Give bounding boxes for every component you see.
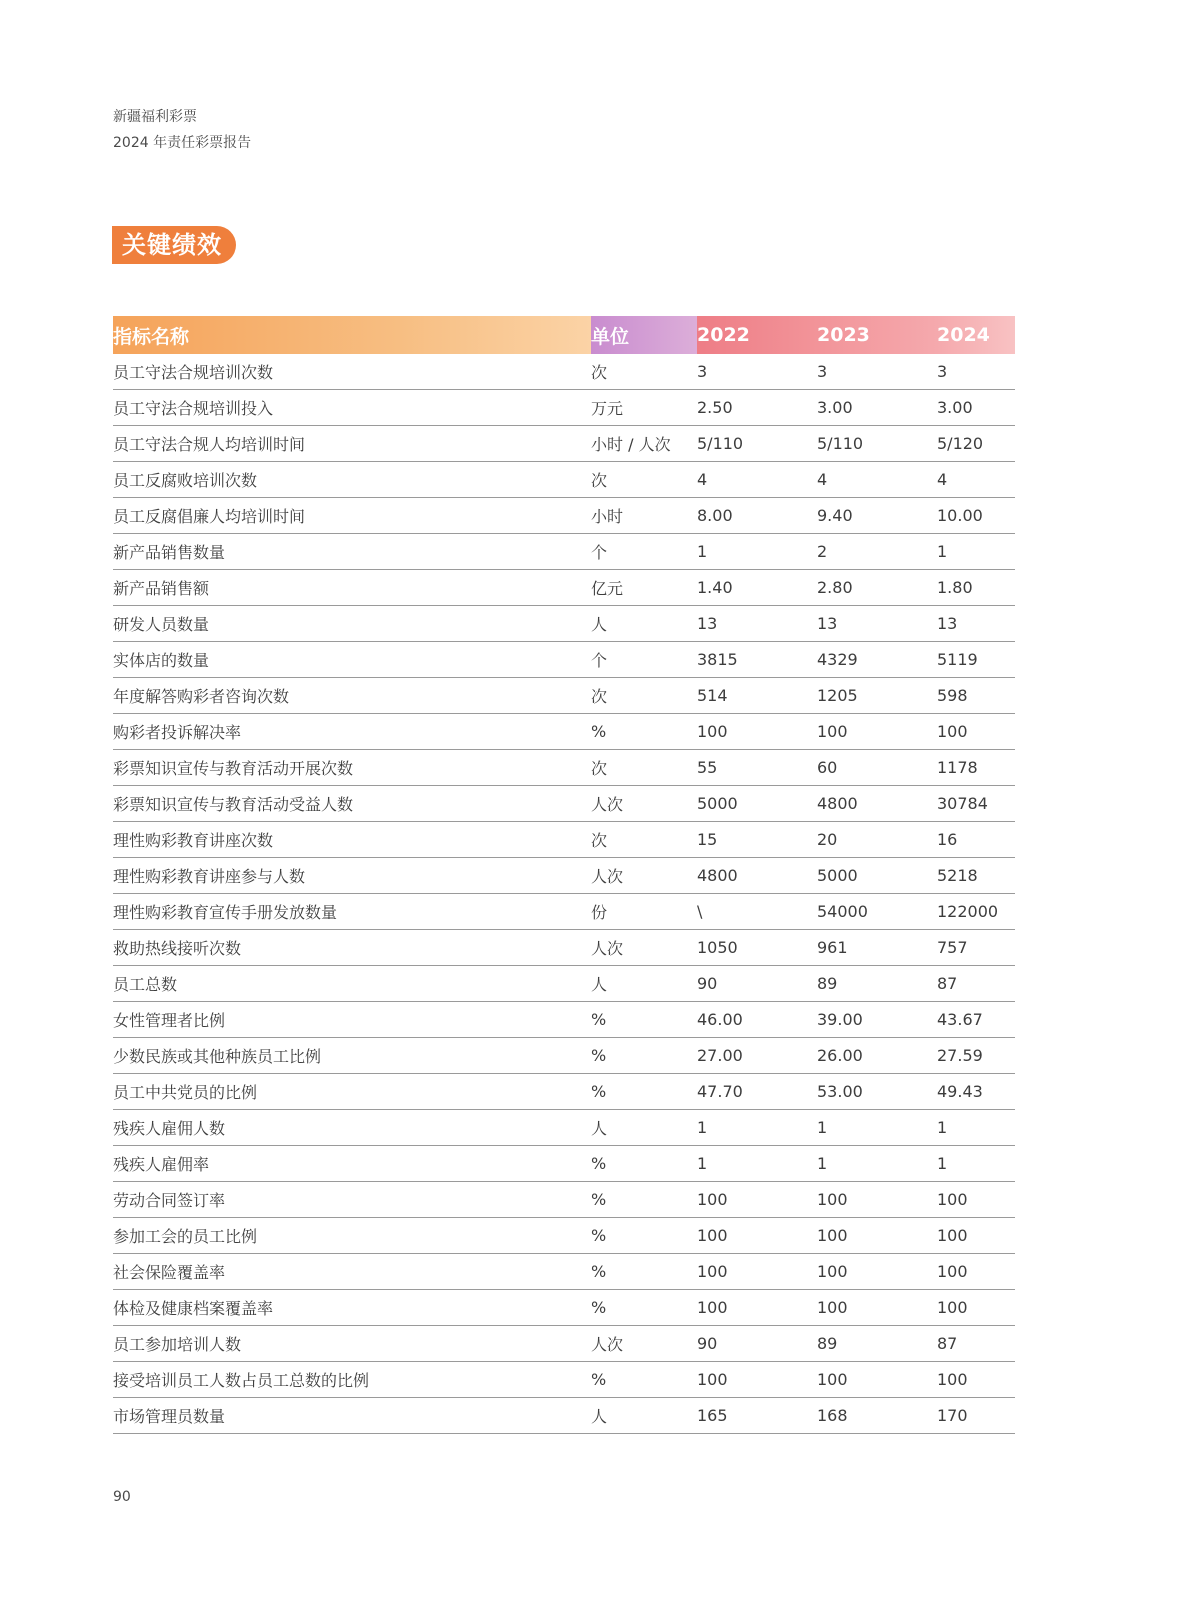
cell-2024: 13 [937, 606, 1015, 642]
cell-unit: 亿元 [591, 570, 697, 606]
cell-unit: 次 [591, 822, 697, 858]
cell-2023: 26.00 [817, 1038, 937, 1074]
cell-2024: 100 [937, 1362, 1015, 1398]
col-header-2023: 2023 [817, 316, 937, 354]
cell-2022: 46.00 [697, 1002, 817, 1038]
cell-2022: 90 [697, 966, 817, 1002]
cell-indicator: 员工反腐败培训次数 [113, 462, 591, 498]
cell-2024: 87 [937, 1326, 1015, 1362]
cell-2022: 1 [697, 1146, 817, 1182]
cell-2024: 16 [937, 822, 1015, 858]
cell-indicator: 年度解答购彩者咨询次数 [113, 678, 591, 714]
cell-2023: 961 [817, 930, 937, 966]
cell-2023: 89 [817, 966, 937, 1002]
cell-2023: 100 [817, 1290, 937, 1326]
cell-2022: 15 [697, 822, 817, 858]
table-row [113, 678, 1015, 714]
cell-indicator: 少数民族或其他种族员工比例 [113, 1038, 591, 1074]
cell-indicator: 彩票知识宣传与教育活动受益人数 [113, 786, 591, 822]
cell-indicator: 劳动合同签订率 [113, 1182, 591, 1218]
cell-2024: 5218 [937, 858, 1015, 894]
cell-2023: 3.00 [817, 390, 937, 426]
cell-2024: 1178 [937, 750, 1015, 786]
table-row [113, 1290, 1015, 1326]
cell-2023: 100 [817, 1362, 937, 1398]
cell-2024: 122000 [937, 894, 1015, 930]
cell-unit: 个 [591, 642, 697, 678]
cell-indicator: 接受培训员工人数占员工总数的比例 [113, 1362, 591, 1398]
table-row [113, 642, 1015, 678]
cell-2022: 1.40 [697, 570, 817, 606]
cell-2024: 43.67 [937, 1002, 1015, 1038]
cell-2023: 9.40 [817, 498, 937, 534]
cell-unit: % [591, 1362, 697, 1398]
cell-unit: % [591, 1290, 697, 1326]
cell-2024: 30784 [937, 786, 1015, 822]
cell-unit: 次 [591, 462, 697, 498]
cell-2024: 1 [937, 1146, 1015, 1182]
cell-2023: 20 [817, 822, 937, 858]
cell-2023: 54000 [817, 894, 937, 930]
cell-2022: 5000 [697, 786, 817, 822]
cell-2023: 168 [817, 1398, 937, 1434]
cell-2022: 100 [697, 1182, 817, 1218]
cell-2023: 39.00 [817, 1002, 937, 1038]
cell-2024: 100 [937, 1290, 1015, 1326]
cell-2023: 1205 [817, 678, 937, 714]
cell-indicator: 购彩者投诉解决率 [113, 714, 591, 750]
table-row [113, 1074, 1015, 1110]
cell-indicator: 市场管理员数量 [113, 1398, 591, 1434]
table-row [113, 1038, 1015, 1074]
cell-2022: 90 [697, 1326, 817, 1362]
cell-unit: % [591, 1074, 697, 1110]
table-row [113, 822, 1015, 858]
cell-unit: 人次 [591, 786, 697, 822]
report-header [113, 104, 251, 156]
cell-unit: 次 [591, 678, 697, 714]
section-title: 关键绩效 [112, 226, 236, 264]
table-row [113, 1362, 1015, 1398]
table-row [113, 894, 1015, 930]
cell-2023: 5000 [817, 858, 937, 894]
table-row [113, 786, 1015, 822]
table-row [113, 1254, 1015, 1290]
cell-unit: 人次 [591, 1326, 697, 1362]
table-row [113, 498, 1015, 534]
cell-2023: 1 [817, 1110, 937, 1146]
cell-unit: 人 [591, 1398, 697, 1434]
cell-unit: 人次 [591, 858, 697, 894]
cell-indicator: 员工守法合规培训次数 [113, 354, 591, 390]
cell-unit: 人次 [591, 930, 697, 966]
cell-2023: 100 [817, 1182, 937, 1218]
cell-unit: % [591, 1182, 697, 1218]
cell-2024: 5/120 [937, 426, 1015, 462]
cell-unit: 份 [591, 894, 697, 930]
cell-indicator: 残疾人雇佣率 [113, 1146, 591, 1182]
cell-2022: 8.00 [697, 498, 817, 534]
header-org-name: 新疆福利彩票 [113, 109, 197, 125]
cell-indicator: 员工总数 [113, 966, 591, 1002]
table-body [113, 354, 1015, 1434]
cell-unit: 小时 [591, 498, 697, 534]
table-row [113, 750, 1015, 786]
cell-2024: 1 [937, 1110, 1015, 1146]
cell-2022: 165 [697, 1398, 817, 1434]
table-row [113, 426, 1015, 462]
cell-unit: 人 [591, 966, 697, 1002]
cell-unit: 万元 [591, 390, 697, 426]
cell-2023: 3 [817, 354, 937, 390]
cell-2023: 89 [817, 1326, 937, 1362]
cell-2023: 100 [817, 1254, 937, 1290]
cell-indicator: 女性管理者比例 [113, 1002, 591, 1038]
cell-indicator: 实体店的数量 [113, 642, 591, 678]
cell-2022: 1050 [697, 930, 817, 966]
table-row [113, 570, 1015, 606]
cell-2022: 4800 [697, 858, 817, 894]
page-number: 90 [113, 1489, 131, 1505]
cell-2023: 2 [817, 534, 937, 570]
cell-2023: 2.80 [817, 570, 937, 606]
table-row [113, 390, 1015, 426]
cell-indicator: 员工守法合规培训投入 [113, 390, 591, 426]
cell-unit: % [591, 1002, 697, 1038]
cell-2024: 170 [937, 1398, 1015, 1434]
cell-unit: % [591, 1038, 697, 1074]
cell-2024: 100 [937, 1254, 1015, 1290]
table-row [113, 1326, 1015, 1362]
table-row [113, 1182, 1015, 1218]
cell-2023: 1 [817, 1146, 937, 1182]
table-row [113, 354, 1015, 390]
table-row [113, 1002, 1015, 1038]
cell-2024: 1 [937, 534, 1015, 570]
cell-2024: 3 [937, 354, 1015, 390]
cell-indicator: 理性购彩教育讲座次数 [113, 822, 591, 858]
cell-2022: 1 [697, 534, 817, 570]
cell-2023: 4800 [817, 786, 937, 822]
table-row [113, 858, 1015, 894]
col-header-indicator: 指标名称 [113, 316, 591, 354]
cell-indicator: 新产品销售额 [113, 570, 591, 606]
cell-indicator: 员工参加培训人数 [113, 1326, 591, 1362]
cell-2023: 5/110 [817, 426, 937, 462]
table-row [113, 714, 1015, 750]
cell-2023: 13 [817, 606, 937, 642]
cell-unit: % [591, 714, 697, 750]
table-row [113, 534, 1015, 570]
cell-2024: 757 [937, 930, 1015, 966]
cell-2022: 1 [697, 1110, 817, 1146]
col-header-unit: 单位 [591, 316, 697, 354]
table-row [113, 462, 1015, 498]
table-row [113, 930, 1015, 966]
cell-2023: 100 [817, 714, 937, 750]
cell-2024: 49.43 [937, 1074, 1015, 1110]
cell-2022: 100 [697, 1218, 817, 1254]
cell-indicator: 新产品销售数量 [113, 534, 591, 570]
cell-2022: 3815 [697, 642, 817, 678]
cell-2024: 87 [937, 966, 1015, 1002]
cell-2023: 4329 [817, 642, 937, 678]
cell-2024: 4 [937, 462, 1015, 498]
cell-2024: 100 [937, 714, 1015, 750]
cell-indicator: 员工守法合规人均培训时间 [113, 426, 591, 462]
cell-2023: 100 [817, 1218, 937, 1254]
cell-2022: 514 [697, 678, 817, 714]
cell-indicator: 参加工会的员工比例 [113, 1218, 591, 1254]
cell-unit: % [591, 1218, 697, 1254]
cell-indicator: 社会保险覆盖率 [113, 1254, 591, 1290]
cell-2022: 100 [697, 1290, 817, 1326]
cell-2024: 5119 [937, 642, 1015, 678]
cell-indicator: 理性购彩教育讲座参与人数 [113, 858, 591, 894]
cell-unit: % [591, 1146, 697, 1182]
cell-unit: 个 [591, 534, 697, 570]
cell-2022: 100 [697, 1362, 817, 1398]
cell-2022: 3 [697, 354, 817, 390]
table-row [113, 1146, 1015, 1182]
cell-indicator: 残疾人雇佣人数 [113, 1110, 591, 1146]
cell-2022: 100 [697, 714, 817, 750]
cell-unit: 次 [591, 354, 697, 390]
cell-2022: 13 [697, 606, 817, 642]
cell-unit: % [591, 1254, 697, 1290]
cell-2023: 53.00 [817, 1074, 937, 1110]
cell-2024: 100 [937, 1182, 1015, 1218]
cell-2023: 60 [817, 750, 937, 786]
cell-2024: 3.00 [937, 390, 1015, 426]
col-header-2024: 2024 [937, 316, 1015, 354]
cell-indicator: 员工反腐倡廉人均培训时间 [113, 498, 591, 534]
cell-2024: 10.00 [937, 498, 1015, 534]
cell-2022: 27.00 [697, 1038, 817, 1074]
cell-indicator: 研发人员数量 [113, 606, 591, 642]
cell-2022: \ [697, 894, 817, 930]
table-header-row [113, 316, 1015, 354]
cell-indicator: 员工中共党员的比例 [113, 1074, 591, 1110]
header-report-title: 2024 年责任彩票报告 [113, 135, 252, 151]
cell-unit: 人 [591, 606, 697, 642]
cell-indicator: 体检及健康档案覆盖率 [113, 1290, 591, 1326]
cell-2024: 100 [937, 1218, 1015, 1254]
cell-2022: 4 [697, 462, 817, 498]
cell-2024: 27.59 [937, 1038, 1015, 1074]
cell-2022: 55 [697, 750, 817, 786]
cell-2022: 47.70 [697, 1074, 817, 1110]
kpi-table [113, 316, 1015, 1434]
table-row [113, 606, 1015, 642]
table-row [113, 1110, 1015, 1146]
cell-2022: 2.50 [697, 390, 817, 426]
table-row [113, 966, 1015, 1002]
cell-2024: 598 [937, 678, 1015, 714]
cell-2022: 100 [697, 1254, 817, 1290]
cell-unit: 次 [591, 750, 697, 786]
cell-indicator: 理性购彩教育宣传手册发放数量 [113, 894, 591, 930]
cell-2023: 4 [817, 462, 937, 498]
col-header-2022: 2022 [697, 316, 817, 354]
cell-indicator: 彩票知识宣传与教育活动开展次数 [113, 750, 591, 786]
cell-2024: 1.80 [937, 570, 1015, 606]
cell-2022: 5/110 [697, 426, 817, 462]
table-row [113, 1218, 1015, 1254]
cell-unit: 人 [591, 1110, 697, 1146]
cell-unit: 小时 / 人次 [591, 426, 697, 462]
cell-indicator: 救助热线接听次数 [113, 930, 591, 966]
table-row [113, 1398, 1015, 1434]
